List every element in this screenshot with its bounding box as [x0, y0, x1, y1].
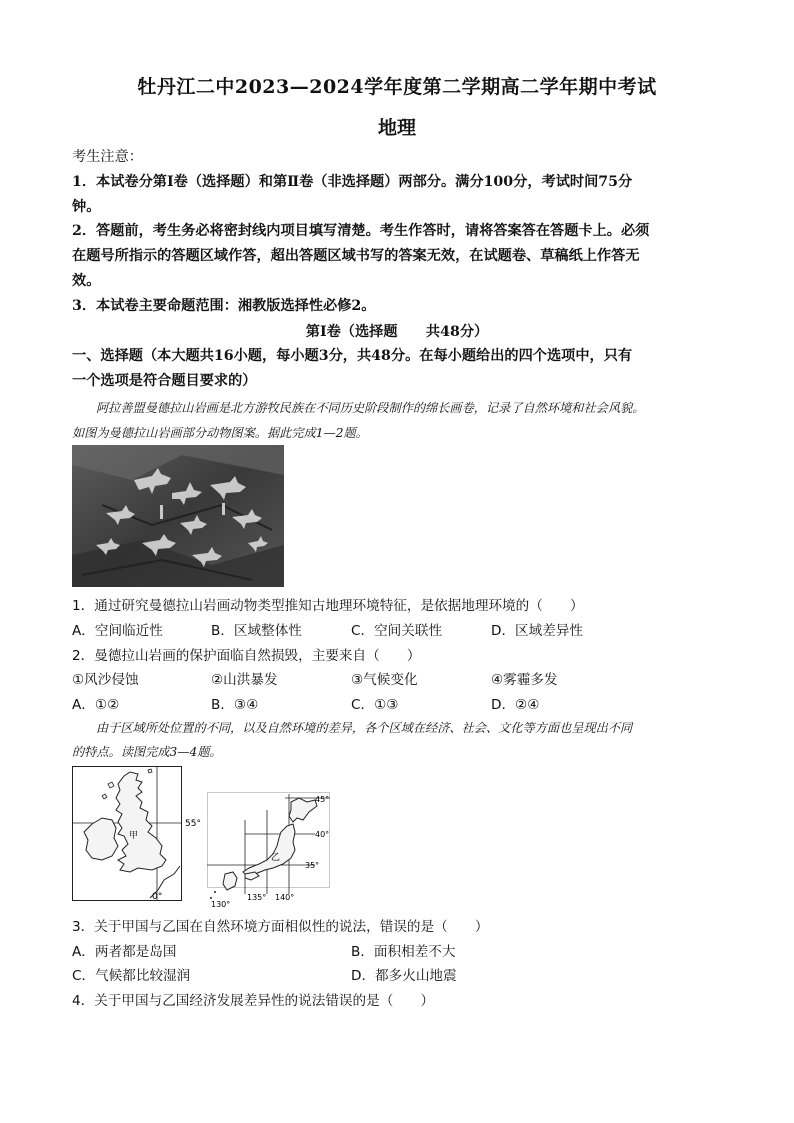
- map2-lat40-label: 40°: [315, 830, 330, 839]
- map-country-jia: [72, 766, 212, 902]
- subject-title: 地理: [377, 117, 416, 139]
- intro-text-1: 阿拉善盟曼德拉山岩画是北方游牧民族在不同历史阶段制作的绵长画卷，记录了自然环境和社会风貌。: [96, 401, 645, 415]
- notice-item-2-cont: 在题号所指示的答题区域作答，超出答题区域书写的答案无效，在试题卷、草稿纸上作答无: [72, 248, 640, 264]
- notice-item-3: 3．本试卷主要命题范围：湘教版选择性必修2。: [72, 298, 376, 314]
- map1-jia-label: 甲: [129, 831, 139, 841]
- notice-item-1: 1．本试卷分第Ⅰ卷（选择题）和第Ⅱ卷（非选择题）两部分。满分100分，考试时间75分: [72, 174, 633, 190]
- intro-text-1-cont: 如图为曼德拉山岩画部分动物图案。据此完成1—2题。: [72, 426, 368, 440]
- map1-lat-label: 55°: [185, 819, 201, 829]
- exam-title: 牡丹江二中2023—2024学年度第二学期高二学年期中考试: [137, 76, 657, 98]
- q2-option-d[interactable]: D．②④: [491, 697, 540, 713]
- q3-option-d[interactable]: D．都多火山地震: [351, 968, 457, 984]
- notice-item-2-cont2: 效。: [72, 273, 101, 289]
- notice-item-2: 2．答题前，考生务必将密封线内项目填写清楚。考生作答时，请将答案答在答题卡上。必须: [72, 223, 650, 239]
- q1-option-b[interactable]: B．区域整体性: [211, 623, 302, 639]
- q2-factor-4: ④雾霾多发: [491, 672, 558, 688]
- notice-item-1-cont: 钟。: [72, 199, 101, 215]
- map2-lon135-label: 135°: [247, 893, 267, 902]
- q1-option-a[interactable]: A．空间临近性: [72, 623, 163, 639]
- q2-option-a[interactable]: A．①②: [72, 697, 120, 713]
- intro-text-2: 由于区域所处位置的不同，以及自然环境的差异，各个区域在经济、社会、文化等方面也呈现出不同: [96, 721, 633, 735]
- notice-heading: 考生注意：: [72, 149, 143, 165]
- map-country-yi: [205, 790, 340, 915]
- q2-factor-2: ②山洪暴发: [211, 672, 278, 688]
- q2-factor-3: ③气候变化: [351, 672, 418, 688]
- map2-lon140-label: 140°: [275, 893, 295, 902]
- q3-option-b[interactable]: B．面积相差不大: [351, 944, 456, 960]
- q2-option-b[interactable]: B．③④: [211, 697, 259, 713]
- map1-lon-label: 0°: [152, 892, 163, 902]
- q1-option-c[interactable]: C．空间关联性: [351, 623, 443, 639]
- question-1-stem: 1．通过研究曼德拉山岩画动物类型推知古地理环境特征，是依据地理环境的（ ）: [72, 598, 584, 614]
- question-4-stem: 4．关于甲国与乙国经济发展差异性的说法错误的是（ ）: [72, 993, 435, 1009]
- rock-painting-image: [72, 445, 284, 587]
- section-instruction-cont: 一个选项是符合题目要求的）: [72, 373, 257, 389]
- q2-option-c[interactable]: C．①③: [351, 697, 399, 713]
- question-2-stem: 2．曼德拉山岩画的保护面临自然损毁，主要来自（ ）: [72, 648, 421, 664]
- map2-lon130-label: 130°: [211, 900, 231, 909]
- map2-yi-label: 乙: [271, 853, 281, 863]
- section-title: 第Ⅰ卷（选择题 共48分）: [305, 324, 489, 340]
- q3-option-c[interactable]: C．气候都比较湿润: [72, 968, 191, 984]
- intro-text-2-cont: 的特点。读图完成3—4题。: [72, 745, 222, 759]
- q1-option-d[interactable]: D．区域差异性: [491, 623, 584, 639]
- q2-factor-1: ①风沙侵蚀: [72, 672, 139, 688]
- question-3-stem: 3．关于甲国与乙国在自然环境方面相似性的说法，错误的是（ ）: [72, 919, 489, 935]
- map2-lat35-label: 35°: [305, 861, 320, 870]
- q3-option-a[interactable]: A．两者都是岛国: [72, 944, 177, 960]
- section-instruction: 一、选择题（本大题共16小题，每小题3分，共48分。在每小题给出的四个选项中，只有: [72, 348, 633, 364]
- map2-lat45-label: 45°: [315, 795, 330, 804]
